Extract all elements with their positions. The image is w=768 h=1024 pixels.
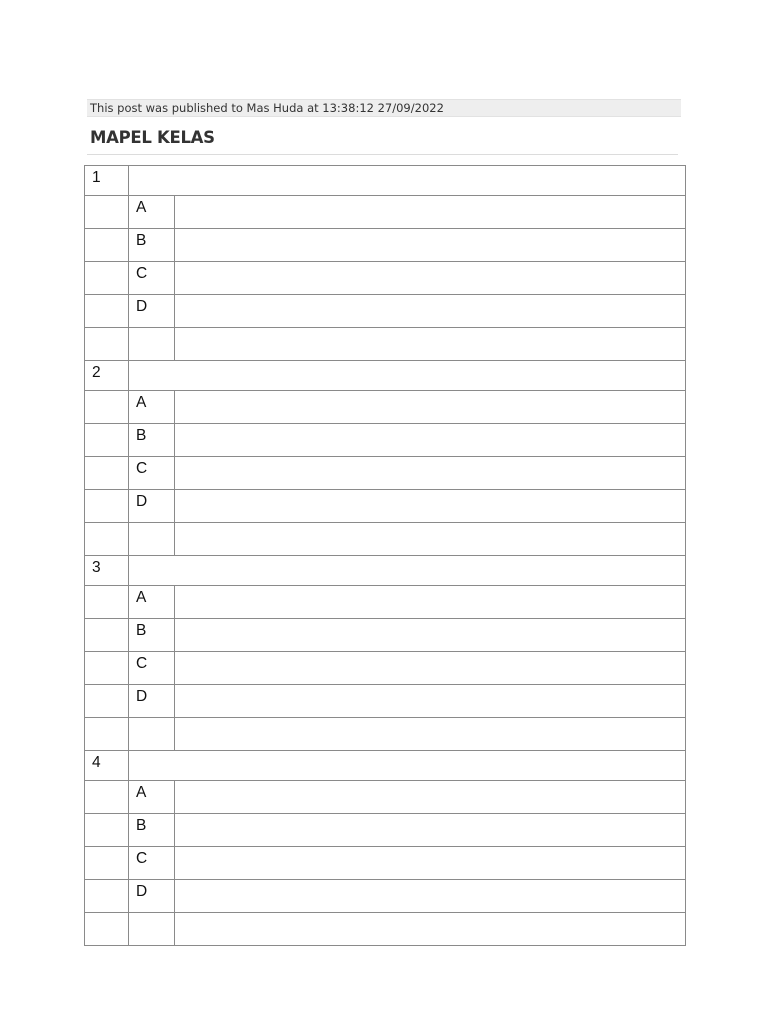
option-text: [175, 880, 686, 913]
option-spacer: [85, 586, 129, 619]
option-spacer: [85, 490, 129, 523]
option-letter: D: [129, 685, 175, 718]
option-row: [85, 913, 686, 946]
option-spacer: [85, 652, 129, 685]
option-letter: D: [129, 490, 175, 523]
option-row: [85, 586, 686, 619]
option-letter: [129, 913, 175, 946]
option-spacer: [85, 814, 129, 847]
option-text: [175, 457, 686, 490]
option-spacer: [85, 295, 129, 328]
option-row: [85, 295, 686, 328]
option-letter: B: [129, 229, 175, 262]
option-spacer: [85, 424, 129, 457]
option-spacer: [85, 847, 129, 880]
option-row: [85, 880, 686, 913]
option-letter: D: [129, 295, 175, 328]
question-number: 3: [85, 556, 129, 586]
option-spacer: [85, 391, 129, 424]
option-row: [85, 523, 686, 556]
option-row: [85, 781, 686, 814]
option-row: [85, 847, 686, 880]
option-letter: A: [129, 781, 175, 814]
option-text: [175, 523, 686, 556]
option-letter: C: [129, 262, 175, 295]
option-row: [85, 718, 686, 751]
option-text: [175, 781, 686, 814]
option-spacer: [85, 913, 129, 946]
option-text: [175, 262, 686, 295]
question-row: [85, 556, 686, 586]
option-letter: A: [129, 586, 175, 619]
option-row: [85, 685, 686, 718]
option-text: [175, 586, 686, 619]
question-number: 4: [85, 751, 129, 781]
question-row: [85, 361, 686, 391]
option-row: [85, 490, 686, 523]
option-letter: C: [129, 847, 175, 880]
option-spacer: [85, 328, 129, 361]
option-spacer: [85, 523, 129, 556]
question-number: 1: [85, 166, 129, 196]
post-title: MAPEL KELAS: [90, 128, 215, 147]
option-letter: [129, 718, 175, 751]
option-text: [175, 619, 686, 652]
option-text: [175, 196, 686, 229]
option-text: [175, 295, 686, 328]
publish-notice: This post was published to Mas Huda at 13:38:12 27/09/2022: [87, 99, 681, 117]
option-spacer: [85, 457, 129, 490]
option-text: [175, 847, 686, 880]
option-row: [85, 391, 686, 424]
option-text: [175, 652, 686, 685]
option-text: [175, 718, 686, 751]
option-spacer: [85, 718, 129, 751]
option-row: [85, 262, 686, 295]
option-row: [85, 619, 686, 652]
option-text: [175, 424, 686, 457]
option-text: [175, 391, 686, 424]
option-text: [175, 814, 686, 847]
question-text: [129, 751, 686, 781]
option-spacer: [85, 196, 129, 229]
option-spacer: [85, 229, 129, 262]
option-row: [85, 814, 686, 847]
option-letter: D: [129, 880, 175, 913]
option-letter: A: [129, 196, 175, 229]
option-row: [85, 457, 686, 490]
option-spacer: [85, 685, 129, 718]
option-row: [85, 424, 686, 457]
option-row: [85, 229, 686, 262]
option-text: [175, 328, 686, 361]
option-letter: [129, 523, 175, 556]
option-letter: A: [129, 391, 175, 424]
option-row: [85, 196, 686, 229]
question-row: [85, 166, 686, 196]
question-text: [129, 166, 686, 196]
option-row: [85, 328, 686, 361]
option-text: [175, 490, 686, 523]
option-letter: B: [129, 619, 175, 652]
option-text: [175, 913, 686, 946]
option-letter: C: [129, 652, 175, 685]
question-row: [85, 751, 686, 781]
option-spacer: [85, 619, 129, 652]
title-divider: [87, 154, 678, 155]
option-text: [175, 685, 686, 718]
option-text: [175, 229, 686, 262]
option-letter: B: [129, 814, 175, 847]
question-number: 2: [85, 361, 129, 391]
option-spacer: [85, 262, 129, 295]
question-text: [129, 556, 686, 586]
question-table-body: [85, 166, 686, 946]
option-spacer: [85, 880, 129, 913]
option-letter: [129, 328, 175, 361]
option-letter: B: [129, 424, 175, 457]
option-spacer: [85, 781, 129, 814]
question-table: [84, 165, 686, 946]
option-letter: C: [129, 457, 175, 490]
option-row: [85, 652, 686, 685]
question-text: [129, 361, 686, 391]
